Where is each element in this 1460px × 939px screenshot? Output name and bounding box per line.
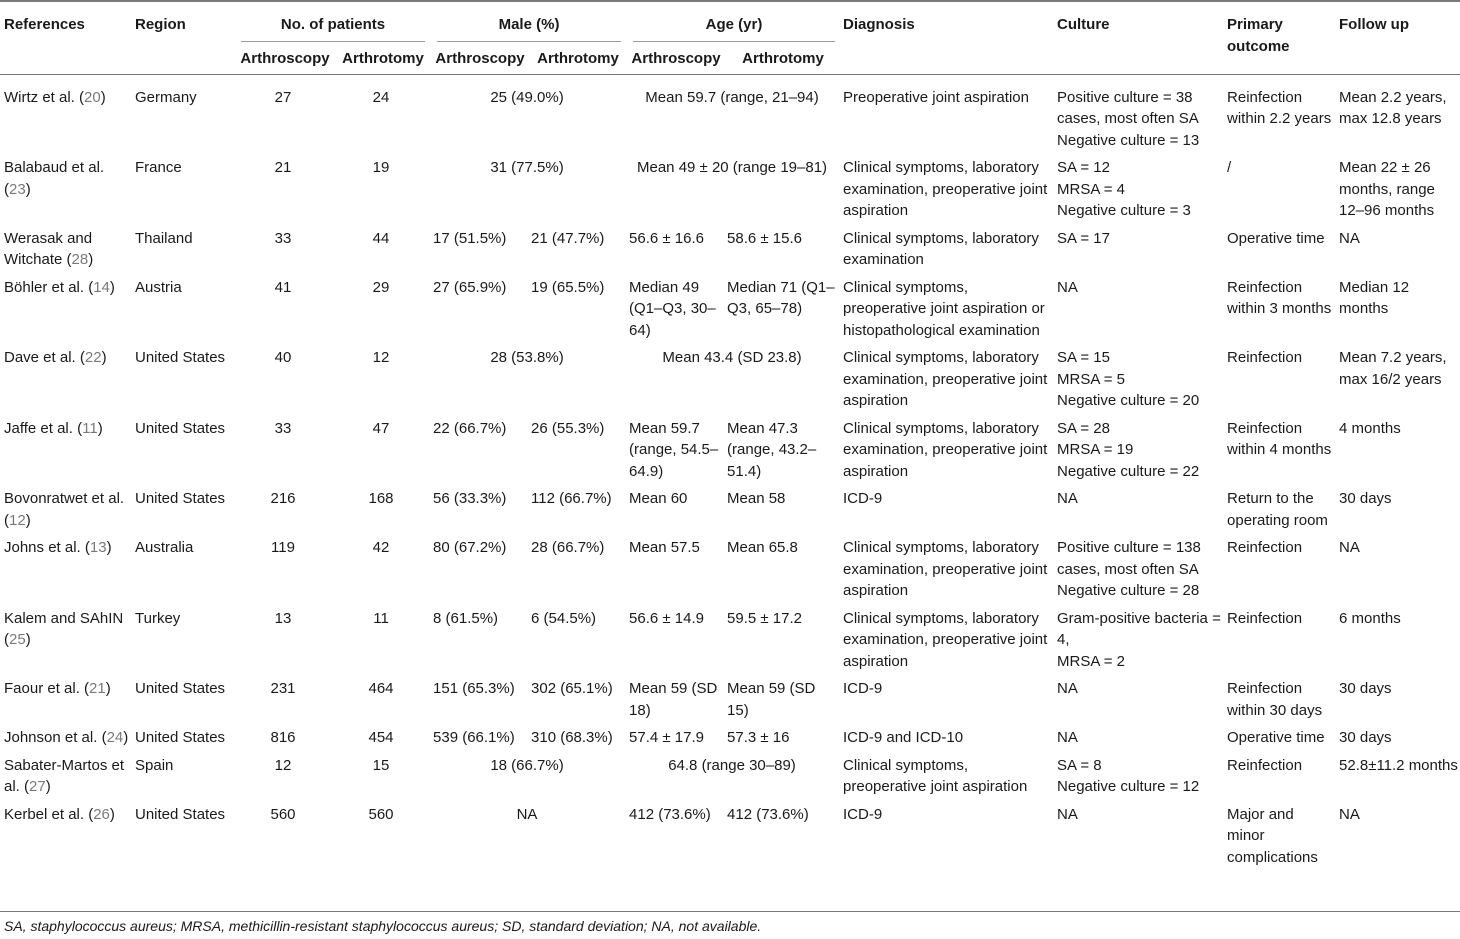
col-follow-up: Follow up (1339, 16, 1409, 33)
cell-age-arthroscopy: 412 (73.6%) (629, 805, 711, 823)
cell-reference (0, 273, 131, 344)
cell-reference (0, 74, 131, 153)
table-row (0, 751, 1460, 800)
subcol-arthroscopy: Arthroscopy (631, 49, 721, 67)
cell-male-arthroscopy: 151 (65.3%) (433, 680, 515, 697)
cell-age-combined: Mean 43.4 (SD 23.8) (662, 349, 802, 366)
cell-primary-outcome: Reinfection within 4 months (1227, 419, 1332, 458)
cell-age-arthroscopy: Median 49 (Q1–Q3, 30–64) (629, 278, 716, 339)
table-row (0, 484, 1460, 533)
table-row (0, 414, 1460, 485)
cell-culture: NA (1057, 729, 1078, 746)
cell-male-arthroscopy: 27 (65.9%) (433, 278, 507, 296)
cell-culture: NA (1057, 490, 1078, 507)
cell-reference (0, 723, 131, 751)
cell-reference (0, 674, 131, 723)
cell-culture: Positive culture = 38 cases, most often SA Negative culture = 13 (1057, 88, 1200, 149)
reference-number[interactable]: 21 (89, 680, 106, 697)
cell-diagnosis: Clinical symptoms, laboratory examination, preoperative joint aspiration (843, 349, 1048, 409)
cell-male-combined: 31 (77.5%) (490, 159, 564, 176)
cell-region: Germany (135, 88, 197, 106)
reference-close: ) (105, 680, 111, 697)
cell-diagnosis: ICD-9 (843, 680, 883, 697)
reference-number[interactable]: 11 (82, 419, 98, 437)
cell-male-arthrotomy: 21 (47.7%) (531, 229, 605, 247)
cell-reference (0, 414, 131, 485)
reference-number[interactable]: 28 (71, 251, 89, 268)
reference-close: ) (45, 778, 51, 795)
cell-patients-arthrotomy: 42 (372, 539, 390, 556)
cell-patients-arthroscopy: 13 (274, 609, 292, 627)
cell-patients-arthrotomy: 47 (372, 419, 390, 437)
cell-patients-arthrotomy: 24 (372, 88, 390, 106)
cell-age-arthrotomy: 58.6 ± 15.6 (727, 229, 802, 247)
cell-follow-up: 30 days (1339, 490, 1392, 507)
reference-number[interactable]: 24 (106, 729, 124, 746)
reference-name: Kerbel et al. ( (4, 805, 94, 823)
cell-follow-up: Median 12 months (1339, 278, 1410, 317)
cell-patients-arthroscopy: 27 (274, 88, 292, 106)
table-row (0, 273, 1460, 344)
cell-male-arthroscopy: 22 (66.7%) (433, 419, 507, 437)
cell-male-arthroscopy: 539 (66.1%) (433, 729, 515, 746)
cell-male-arthrotomy: 19 (65.5%) (531, 278, 605, 296)
cell-primary-outcome: Return to the operating room (1227, 490, 1328, 529)
reference-number[interactable]: 13 (89, 539, 107, 556)
cell-male-arthrotomy: 112 (66.7%) (531, 490, 612, 507)
cell-region: United States (135, 349, 226, 366)
cell-region: Australia (135, 539, 194, 556)
cell-reference (0, 800, 131, 875)
reference-number[interactable]: 20 (84, 88, 101, 106)
subcol-arthrotomy: Arthrotomy (742, 49, 824, 67)
cell-patients-arthrotomy: 19 (372, 159, 390, 176)
cell-male-arthroscopy: 56 (33.3%) (433, 490, 507, 507)
subcol-arthrotomy: Arthrotomy (342, 49, 424, 67)
cell-reference (0, 224, 131, 273)
cell-primary-outcome: Reinfection within 2.2 years (1227, 88, 1332, 127)
table-row (0, 674, 1460, 723)
cell-male-combined: 18 (66.7%) (490, 756, 564, 774)
cell-region: Austria (135, 278, 182, 296)
cell-reference (0, 533, 131, 604)
cell-culture: Gram-positive bacteria = 4, MRSA = 2 (1057, 609, 1221, 670)
cell-patients-arthrotomy: 560 (368, 805, 394, 823)
cell-patients-arthroscopy: 33 (274, 419, 292, 437)
table-row (0, 604, 1460, 675)
cell-follow-up: 30 days (1339, 680, 1392, 697)
cell-primary-outcome: Operative time (1227, 729, 1325, 746)
cell-patients-arthroscopy: 560 (270, 805, 296, 823)
cell-age-arthrotomy: Median 71 (Q1–Q3, 65–78) (727, 278, 835, 317)
reference-number[interactable]: 22 (84, 349, 102, 366)
cell-region: United States (135, 729, 226, 746)
cell-primary-outcome: / (1227, 159, 1232, 176)
cell-male-arthroscopy: 17 (51.5%) (433, 229, 507, 247)
cell-patients-arthrotomy: 168 (368, 490, 394, 507)
reference-close: ) (25, 180, 31, 198)
col-region: Region (135, 16, 186, 33)
cell-culture: NA (1057, 805, 1078, 823)
table-header (0, 1, 1460, 74)
cell-primary-outcome: Reinfection within 3 months (1227, 278, 1332, 317)
cell-follow-up: 4 months (1339, 419, 1401, 437)
cell-patients-arthroscopy: 216 (270, 490, 296, 507)
cell-primary-outcome: Reinfection (1227, 756, 1303, 774)
cell-patients-arthrotomy: 11 (373, 609, 389, 627)
cell-age-arthroscopy: Mean 59.7 (range, 54.5–64.9) (629, 419, 719, 480)
cell-age-arthroscopy: 57.4 ± 17.9 (629, 729, 704, 746)
cell-reference (0, 604, 131, 675)
col-diagnosis: Diagnosis (843, 16, 915, 33)
cell-reference (0, 153, 131, 224)
cell-patients-arthrotomy: 15 (372, 756, 390, 774)
cell-patients-arthrotomy: 454 (368, 729, 394, 746)
cell-follow-up: NA (1339, 805, 1360, 823)
cell-region: Thailand (135, 229, 193, 247)
reference-name: Johns et al. ( (4, 539, 90, 556)
cell-reference (0, 751, 131, 800)
reference-name: Jaffe et al. ( (4, 419, 83, 437)
cell-male-combined: 25 (49.0%) (490, 88, 564, 106)
cell-primary-outcome: Reinfection (1227, 349, 1303, 366)
subcol-arthroscopy: Arthroscopy (435, 49, 525, 67)
reference-close: ) (106, 539, 112, 556)
cell-age-combined: Mean 59.7 (range, 21–94) (645, 88, 819, 106)
cell-patients-arthroscopy: 41 (274, 278, 292, 296)
reference-name: Kalem and SAhIN ( (4, 609, 124, 648)
table-row (0, 343, 1460, 414)
cell-region: Turkey (135, 609, 181, 627)
table-row (0, 723, 1460, 751)
reference-name: Böhler et al. ( (4, 278, 94, 296)
reference-close: ) (25, 511, 31, 529)
cell-male-combined: 28 (53.8%) (490, 349, 564, 366)
cell-follow-up: Mean 22 ± 26 months, range 12–96 months (1339, 159, 1435, 219)
cell-diagnosis: Preoperative joint aspiration (843, 88, 1029, 106)
table-footnote: SA, staphylococcus aureus; MRSA, methicillin-resistant staphylococcus aureus; SD, standard deviation; NA, not available. (4, 918, 762, 934)
cell-primary-outcome: Reinfection within 30 days (1227, 680, 1323, 719)
cell-male-arthrotomy: 28 (66.7%) (531, 539, 605, 556)
cell-region: Spain (135, 756, 174, 774)
reference-name: Wirtz et al. ( (4, 88, 85, 106)
reference-name: Bovonratwet et al. ( (4, 490, 125, 529)
cell-patients-arthrotomy: 464 (368, 680, 394, 697)
cell-diagnosis: Clinical symptoms, laboratory examination, preoperative joint aspiration (843, 159, 1048, 219)
cell-male-combined: NA (516, 805, 538, 823)
cell-patients-arthroscopy: 816 (270, 729, 296, 746)
col-culture: Culture (1057, 16, 1110, 33)
cell-region: France (135, 159, 182, 176)
table-row (0, 153, 1460, 224)
cell-age-arthrotomy: Mean 65.8 (727, 539, 798, 556)
cell-age-combined: 64.8 (range 30–89) (668, 756, 796, 774)
col-group-male: Male (%) (429, 1, 625, 42)
cell-patients-arthroscopy: 40 (274, 349, 292, 366)
cell-patients-arthroscopy: 231 (270, 680, 296, 697)
col-references: References (4, 16, 85, 33)
cell-follow-up: NA (1339, 539, 1360, 556)
cell-male-arthrotomy: 310 (68.3%) (531, 729, 613, 746)
cell-culture: Positive culture = 138 cases, most often SA Negative culture = 28 (1057, 539, 1201, 599)
reference-number[interactable]: 26 (93, 805, 110, 823)
reference-close: ) (25, 631, 31, 648)
reference-name: Sabater-Martos et al. ( (4, 756, 125, 795)
cell-patients-arthrotomy: 12 (372, 349, 390, 366)
cell-culture: SA = 15 MRSA = 5 Negative culture = 20 (1057, 349, 1200, 409)
cell-male-arthroscopy: 8 (61.5%) (433, 609, 499, 627)
table-bottom-rule (0, 911, 1460, 912)
cell-male-arthroscopy: 80 (67.2%) (433, 539, 507, 556)
cell-culture: SA = 8 Negative culture = 12 (1057, 756, 1200, 795)
cell-age-arthrotomy: 57.3 ± 16 (727, 729, 790, 746)
cell-culture: SA = 12 MRSA = 4 Negative culture = 3 (1057, 159, 1191, 219)
cell-primary-outcome: Reinfection (1227, 539, 1303, 556)
cell-region: United States (135, 680, 226, 697)
cell-patients-arthroscopy: 21 (274, 159, 292, 176)
cell-age-arthrotomy: Mean 59 (SD 15) (727, 680, 816, 719)
cell-age-arthroscopy: Mean 57.5 (629, 539, 700, 556)
cell-follow-up: NA (1339, 229, 1360, 247)
cell-diagnosis: Clinical symptoms, preoperative joint aspiration or histopathological examination (843, 278, 1045, 339)
cell-region: United States (135, 419, 226, 437)
cell-patients-arthrotomy: 29 (372, 278, 390, 296)
cell-culture: NA (1057, 278, 1078, 296)
reference-close: ) (123, 729, 129, 746)
reference-close: ) (109, 278, 115, 296)
cell-patients-arthroscopy: 33 (274, 229, 292, 247)
table-row (0, 533, 1460, 604)
cell-patients-arthroscopy: 119 (271, 539, 295, 556)
cell-age-arthroscopy: 56.6 ± 16.6 (629, 229, 704, 247)
cell-diagnosis: ICD-9 (843, 805, 883, 823)
col-group-age: Age (yr) (625, 1, 839, 42)
reference-number[interactable]: 23 (9, 180, 26, 198)
cell-culture: SA = 28 MRSA = 19 Negative culture = 22 (1057, 419, 1200, 480)
subcol-arthrotomy: Arthrotomy (537, 49, 619, 67)
reference-close: ) (109, 805, 115, 823)
reference-close: ) (88, 251, 94, 268)
cell-age-arthroscopy: Mean 59 (SD 18) (629, 680, 718, 719)
reference-number[interactable]: 12 (9, 511, 26, 529)
cell-diagnosis: Clinical symptoms, laboratory examination, preoperative joint aspiration (843, 609, 1048, 670)
cell-follow-up: Mean 7.2 years, max 16/2 years (1339, 349, 1447, 388)
cell-follow-up: 52.8±11.2 months (1339, 756, 1458, 774)
cell-age-arthroscopy: Mean 60 (629, 490, 688, 507)
table-row (0, 800, 1460, 875)
cell-age-arthrotomy: Mean 58 (727, 490, 786, 507)
reference-number[interactable]: 27 (29, 778, 46, 795)
cell-follow-up: Mean 2.2 years, max 12.8 years (1339, 88, 1447, 127)
cell-primary-outcome: Operative time (1227, 229, 1325, 247)
cell-age-arthrotomy: Mean 47.3 (range, 43.2–51.4) (727, 419, 817, 480)
cell-diagnosis: Clinical symptoms, laboratory examination, preoperative joint aspiration (843, 419, 1048, 480)
cell-region: United States (135, 805, 226, 823)
cell-diagnosis: ICD-9 (843, 490, 883, 507)
cell-diagnosis: ICD-9 and ICD-10 (843, 729, 964, 746)
reference-number[interactable]: 14 (93, 278, 110, 296)
table-row (0, 74, 1460, 153)
table-body (0, 74, 1460, 874)
cell-primary-outcome: Reinfection (1227, 609, 1303, 627)
cell-male-arthrotomy: 26 (55.3%) (531, 419, 605, 437)
cell-age-arthrotomy: 412 (73.6%) (727, 805, 809, 823)
cell-patients-arthroscopy: 12 (274, 756, 292, 774)
cell-region: United States (135, 490, 226, 507)
table-row (0, 224, 1460, 273)
reference-name: Dave et al. ( (4, 349, 85, 366)
reference-name: Johnson et al. ( (4, 729, 107, 746)
reference-name: Balabaud et al. ( (4, 159, 105, 198)
cell-reference (0, 484, 131, 533)
cell-reference (0, 343, 131, 414)
cell-age-combined: Mean 49 ± 20 (range 19–81) (637, 159, 828, 176)
reference-close: ) (100, 88, 106, 106)
cell-diagnosis: Clinical symptoms, preoperative joint aspiration (843, 756, 1028, 795)
reference-name: Faour et al. ( (4, 680, 90, 697)
cell-male-arthrotomy: 302 (65.1%) (531, 680, 613, 697)
cell-culture: NA (1057, 680, 1078, 697)
cell-diagnosis: Clinical symptoms, laboratory examination (843, 229, 1039, 268)
cell-male-arthrotomy: 6 (54.5%) (531, 609, 597, 627)
cell-primary-outcome: Major and minor complications (1227, 805, 1318, 866)
cell-patients-arthrotomy: 44 (372, 229, 390, 247)
cell-follow-up: 30 days (1339, 729, 1392, 746)
cell-age-arthroscopy: 56.6 ± 14.9 (629, 609, 704, 627)
reference-close: ) (101, 349, 107, 366)
cell-age-arthrotomy: 59.5 ± 17.2 (727, 609, 802, 627)
col-group-patients: No. of patients (233, 1, 429, 42)
col-primary-outcome: Primary outcome (1227, 16, 1290, 55)
subcol-arthroscopy: Arthroscopy (240, 49, 330, 67)
cell-diagnosis: Clinical symptoms, laboratory examination, preoperative joint aspiration (843, 539, 1048, 599)
cell-follow-up: 6 months (1339, 609, 1401, 627)
reference-name: Werasak and Witchate ( (4, 229, 93, 268)
reference-number[interactable]: 25 (9, 631, 26, 648)
reference-close: ) (97, 419, 103, 437)
cell-culture: SA = 17 (1057, 229, 1110, 247)
